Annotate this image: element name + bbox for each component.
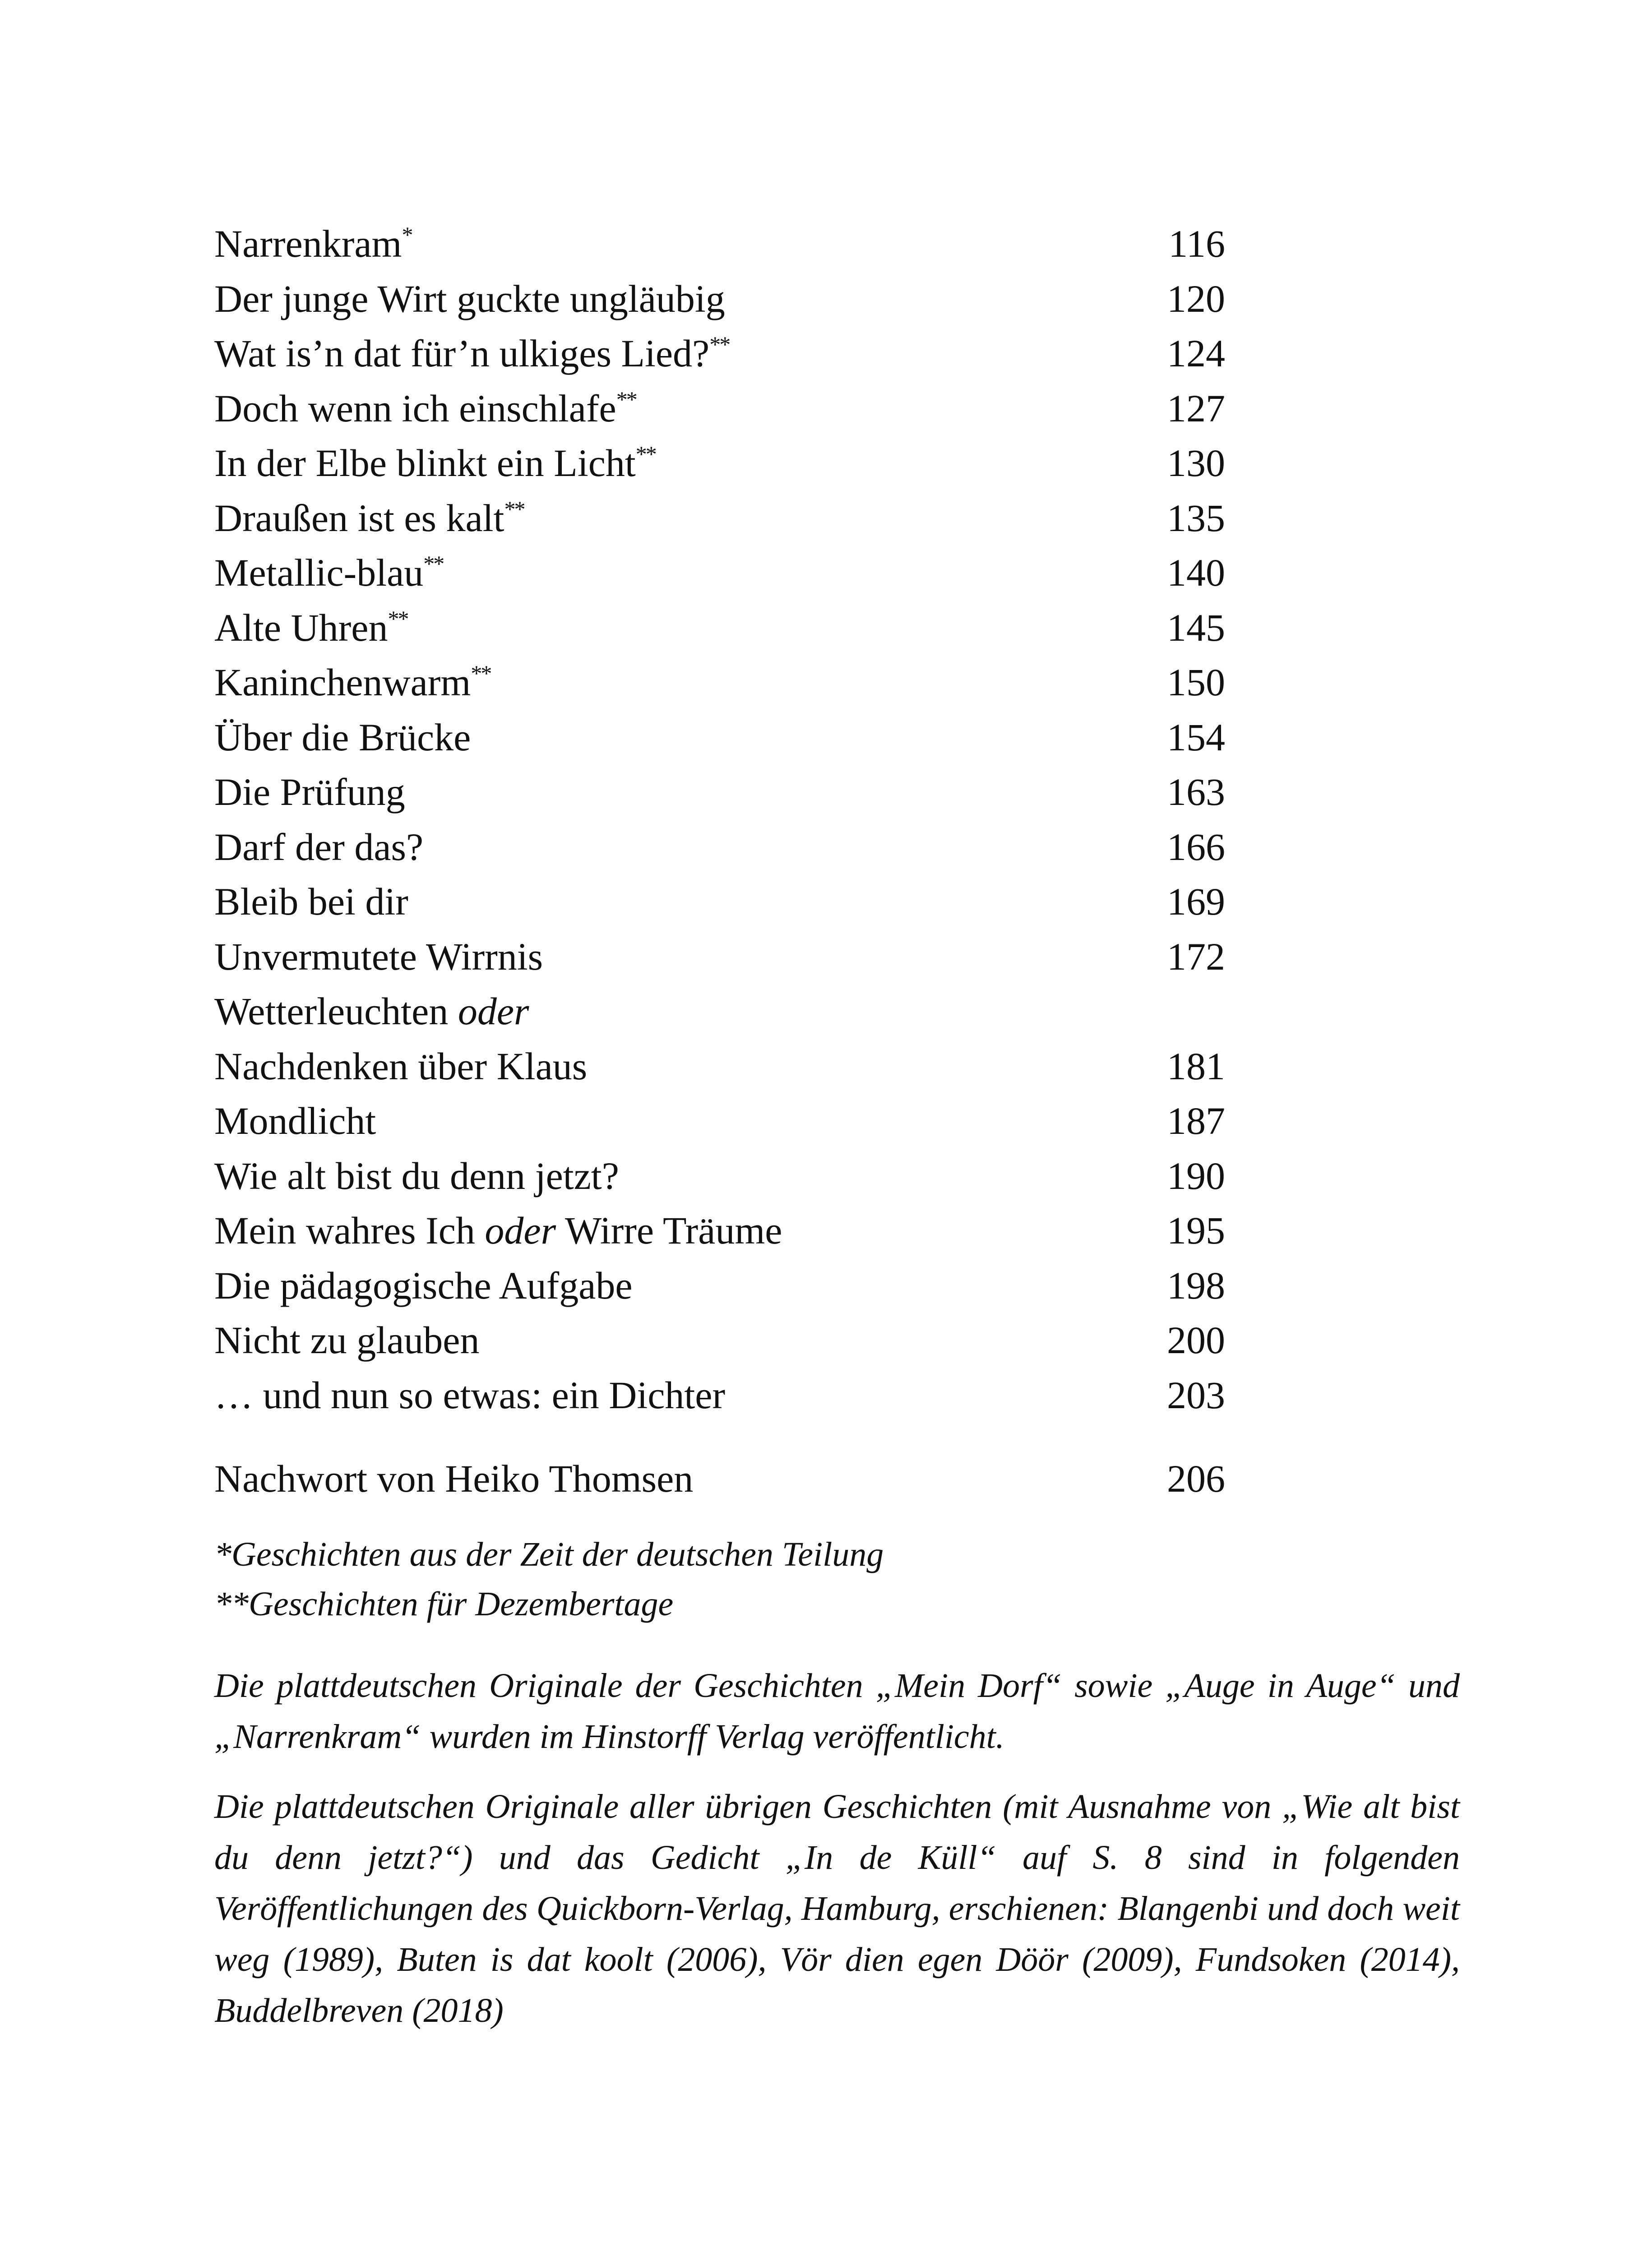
toc-entry-title: Narrenkram*: [214, 222, 412, 265]
toc-entry-page: 120: [1167, 277, 1225, 320]
toc-entry-page: 195: [1167, 1209, 1225, 1252]
toc-entry-title: Bleib bei dir: [214, 880, 408, 923]
toc-entry-title: Der junge Wirt guckte ungläubig: [214, 277, 725, 320]
toc-entry-page: 163: [1167, 770, 1225, 814]
toc-entry: [214, 1149, 1225, 1204]
toc-entry-page: 154: [1167, 715, 1225, 759]
footnote-mark: **: [471, 661, 491, 686]
toc-entry-page: 169: [1167, 880, 1225, 923]
toc-entry: [214, 1203, 1225, 1258]
footnote-mark: *: [402, 222, 412, 247]
publication-notes: [214, 1660, 1460, 2055]
toc-entry: [214, 820, 1225, 875]
toc-entry-page: 206: [1167, 1457, 1225, 1500]
toc-entry: [214, 765, 1225, 820]
toc-entry: [214, 929, 1225, 985]
toc-entry: [214, 1094, 1225, 1149]
toc-entry-page: 172: [1167, 934, 1225, 978]
toc-entry-title: Die pädagogische Aufgabe: [214, 1263, 633, 1307]
toc-entry: [214, 272, 1225, 327]
toc-entry-title: Nachwort von Heiko Thomsen: [214, 1457, 694, 1500]
toc-entry: [214, 546, 1225, 601]
toc-entry-page: 116: [1168, 222, 1225, 265]
footnote-mark: **: [709, 332, 730, 357]
toc-entry: [214, 655, 1225, 710]
footnote-mark: **: [635, 441, 656, 467]
footnotes: [214, 1530, 1478, 1629]
toc-entry: [214, 381, 1225, 436]
toc-entry-title: Die Prüfung: [214, 770, 405, 814]
toc-entry-title: Kaninchenwarm**: [214, 661, 491, 704]
toc-entry-page: 203: [1167, 1373, 1225, 1417]
toc-entry-title: Wie alt bist du denn jetzt?: [214, 1154, 619, 1197]
toc-entry-title: Über die Brücke: [214, 715, 471, 759]
toc-entry: [214, 217, 1225, 272]
toc-entry: [214, 1368, 1225, 1423]
emphasis-oder: oder: [485, 1209, 556, 1252]
toc-entry-title: Mein wahres Ich oder Wirre Träume: [214, 1209, 782, 1252]
toc-entry: [214, 601, 1225, 656]
toc-entry-page: 140: [1167, 551, 1225, 594]
toc-entry-page: 187: [1167, 1099, 1225, 1142]
toc-entry-title: Darf der das?: [214, 825, 424, 869]
table-of-contents: [214, 217, 1225, 1507]
toc-entry: [214, 1313, 1225, 1368]
publication-paragraph: Die plattdeutschen Originale aller übrigen Geschichten (mit Ausnahme von „Wie alt bist du denn jetzt?“) und das Gedicht „In de Küll“ auf S. 8 sind in folgenden Veröffentlichungen des Quickborn-Verlag, Hamburg, erschienen: Blangenbi und doch weit weg (1989), Buten is dat koolt (2006), Vör dien egen Döör (2009), Fundsoken (2014), Buddelbreven (2018): [214, 1788, 1460, 2029]
toc-entry-title: Wat is’n dat für’n ulkiges Lied?**: [214, 332, 730, 375]
toc-entry-title: Mondlicht: [214, 1099, 376, 1142]
toc-entry-page: 200: [1167, 1318, 1225, 1362]
toc-entry-page: 166: [1167, 825, 1225, 869]
toc-entry-page: 190: [1167, 1154, 1225, 1197]
publication-paragraph: Die plattdeutschen Originale der Geschichten „Mein Dorf“ sowie „Auge in Auge“ und „Narrenkram“ wurden im Hinstorff Verlag veröffentlicht.: [214, 1667, 1460, 1756]
toc-entry-page: 135: [1167, 496, 1225, 540]
footnote-mark: **: [423, 551, 444, 576]
toc-entry-title: Nicht zu glauben: [214, 1318, 480, 1362]
toc-entry-title: Nachdenken über Klaus: [214, 1044, 588, 1088]
toc-entry-page: 124: [1167, 332, 1225, 375]
emphasis-oder: oder: [458, 989, 529, 1033]
toc-entry: [214, 326, 1225, 381]
footnote-mark: **: [504, 496, 524, 522]
toc-entry: [214, 1258, 1225, 1313]
toc-entry: [214, 710, 1225, 765]
footnote-mark: **: [388, 606, 408, 631]
toc-entry: [214, 1039, 1225, 1094]
toc-entry-title: In der Elbe blinkt ein Licht**: [214, 441, 656, 485]
toc-entry: [214, 874, 1225, 929]
footnote-mark: **: [616, 386, 636, 412]
toc-entry-page: 130: [1167, 441, 1225, 485]
toc-entry-line: [214, 984, 1225, 1039]
toc-entry-title: Doch wenn ich einschlafe**: [214, 386, 636, 430]
toc-entry: [214, 436, 1225, 491]
toc-entry: [214, 491, 1225, 546]
toc-entry-page: 181: [1167, 1044, 1225, 1088]
toc-entry-title: … und nun so etwas: ein Dichter: [214, 1373, 726, 1417]
toc-entry-page: 127: [1167, 386, 1225, 430]
toc-entry-title: Metallic-blau**: [214, 551, 444, 594]
toc-entry-page: 145: [1167, 606, 1225, 649]
footnote-double-star: **Geschichten für Dezembertage: [214, 1585, 674, 1623]
footnote-single-star: *Geschichten aus der Zeit der deutschen Teilung: [214, 1535, 884, 1573]
toc-entry-page: 198: [1167, 1263, 1225, 1307]
toc-entry-title: Alte Uhren**: [214, 606, 408, 649]
toc-entry-title: Unvermutete Wirrnis: [214, 934, 543, 978]
toc-entry-nachwort: [214, 1452, 1225, 1507]
toc-entry-title: Wetterleuchten oder: [214, 989, 529, 1033]
toc-entry-page: 150: [1167, 661, 1225, 704]
toc-entry-title: Draußen ist es kalt**: [214, 496, 524, 540]
